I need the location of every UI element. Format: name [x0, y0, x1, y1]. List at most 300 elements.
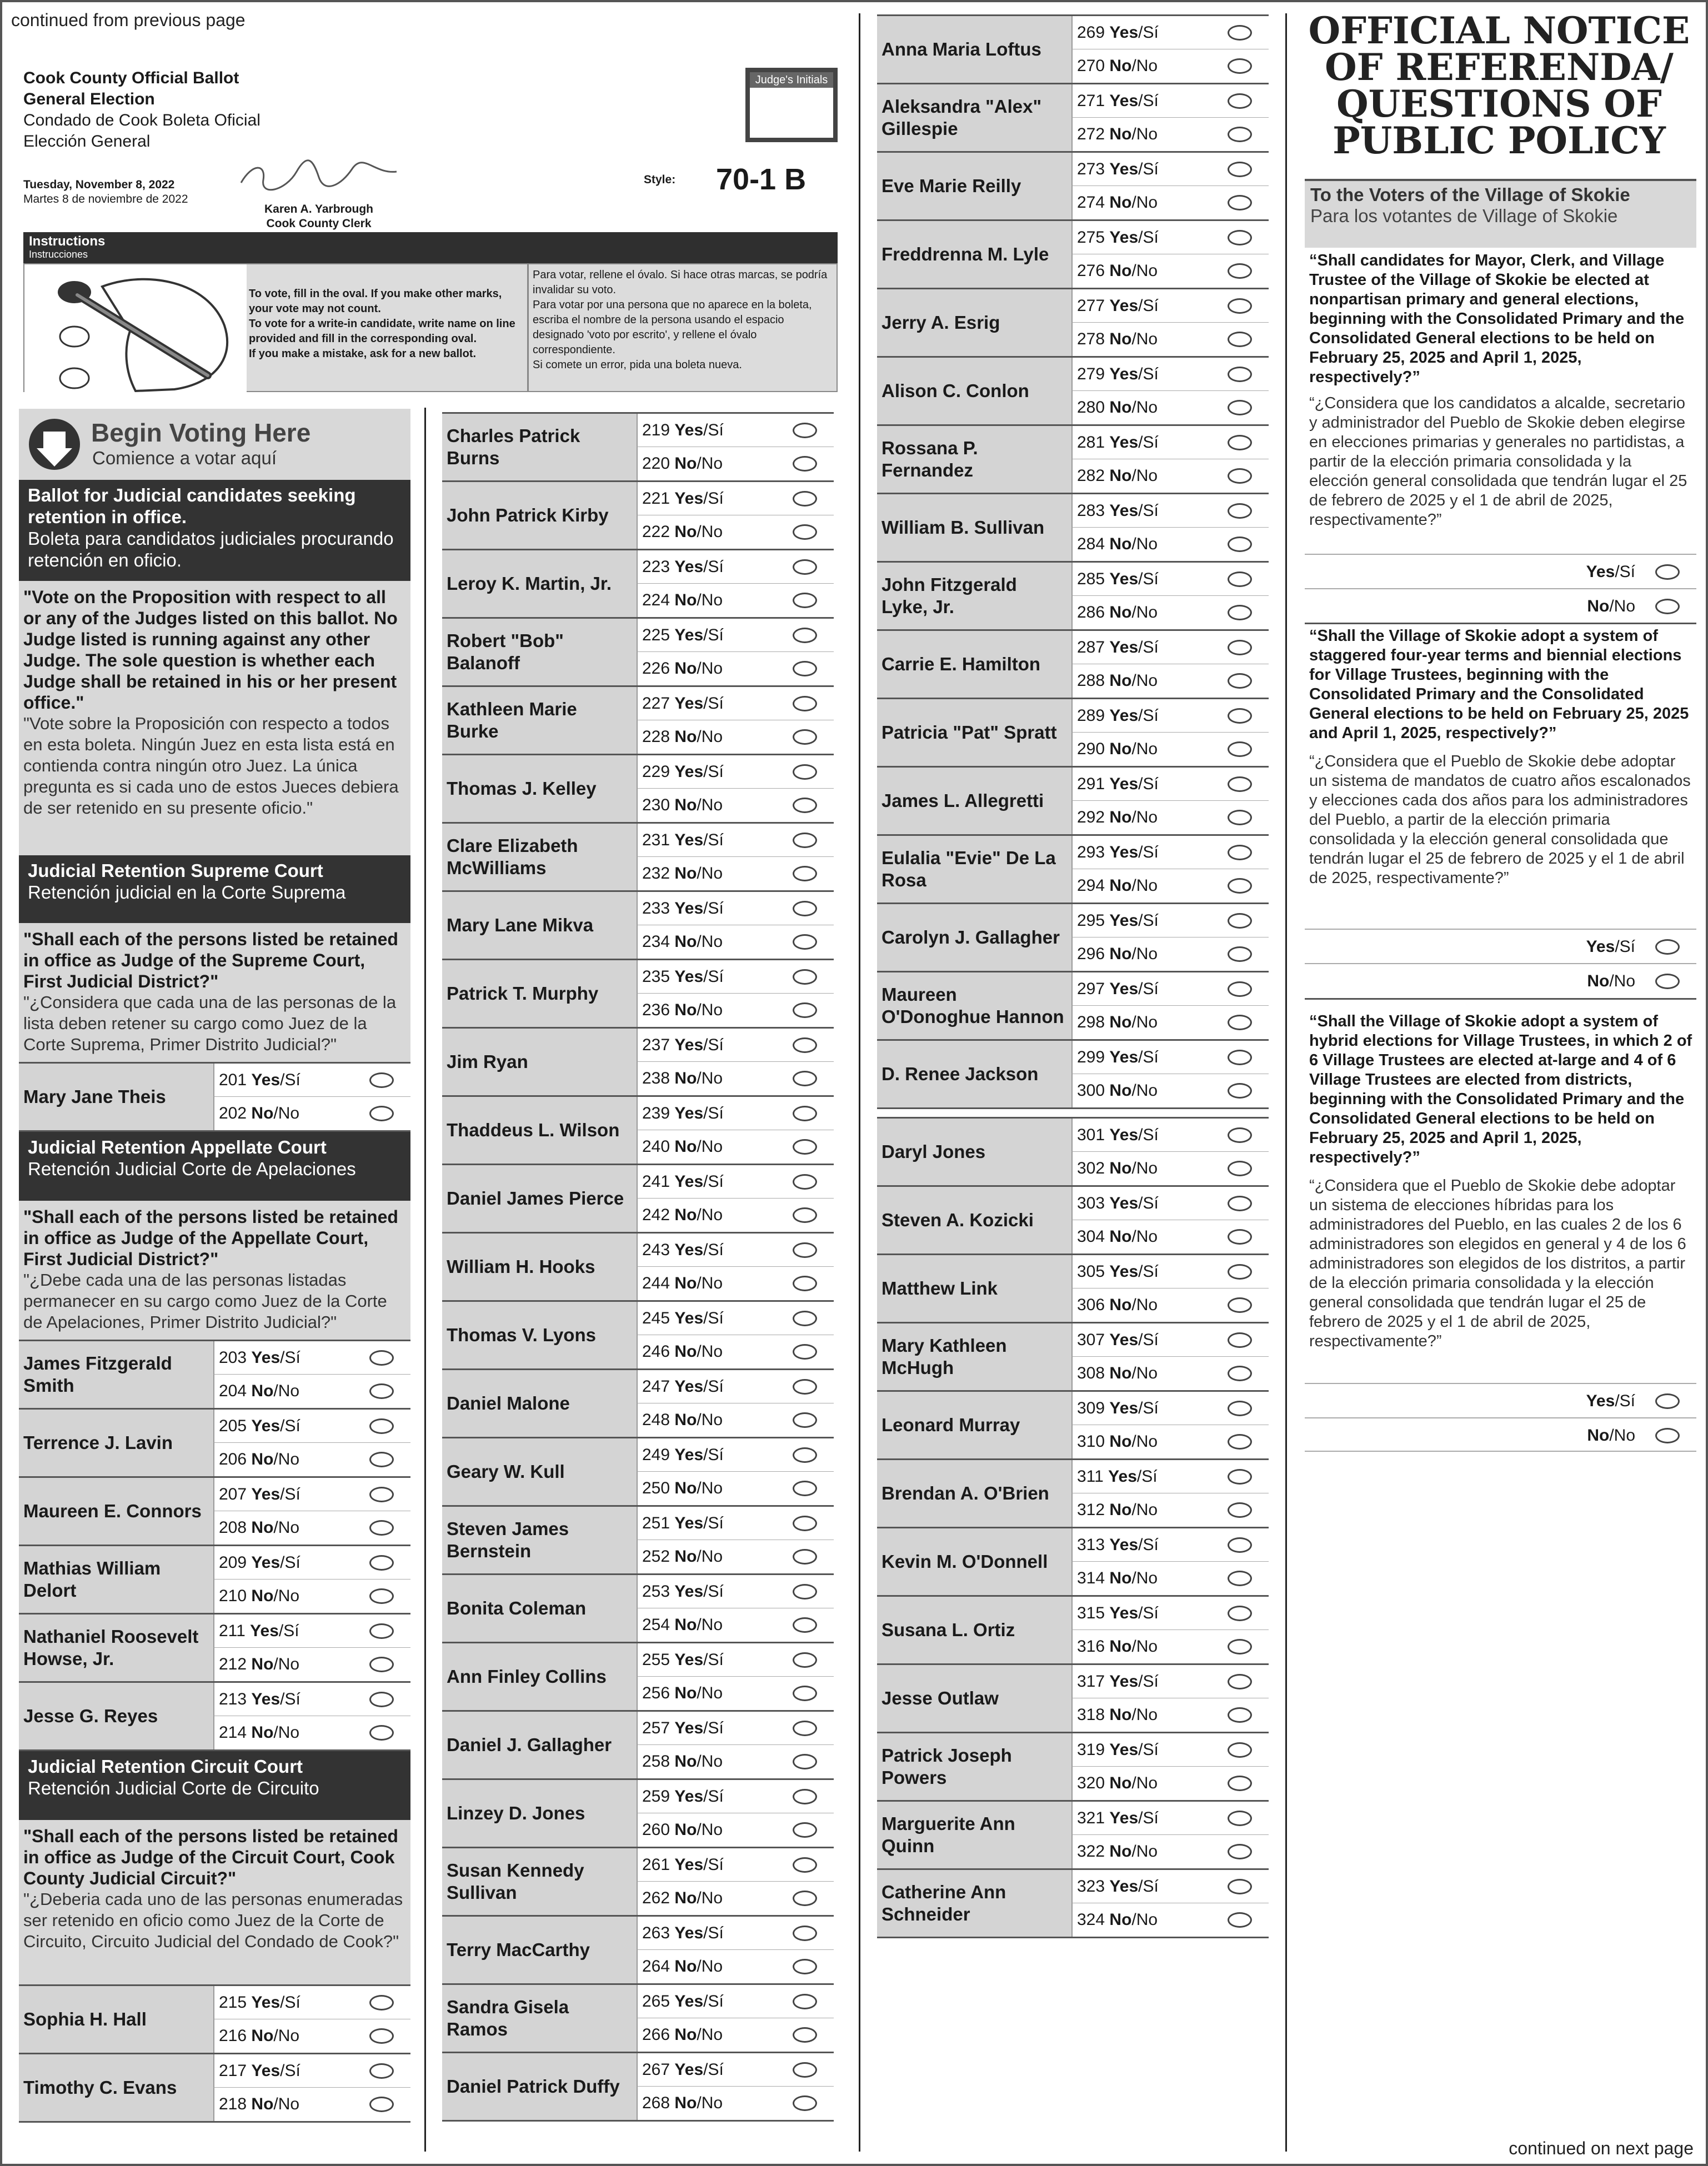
- no-es-label: /No: [273, 1382, 300, 1400]
- column-1: [19, 409, 410, 2123]
- yes-oval[interactable]: [793, 1926, 817, 1941]
- no-oval[interactable]: [793, 934, 817, 950]
- yes-oval[interactable]: [793, 1311, 817, 1326]
- no-option[interactable]: [637, 1745, 834, 1778]
- yes-oval[interactable]: [793, 1721, 817, 1736]
- no-option[interactable]: [1071, 118, 1269, 151]
- no-option[interactable]: [637, 720, 834, 754]
- no-label: No: [1109, 1081, 1132, 1100]
- no-oval[interactable]: [793, 1959, 817, 1974]
- yes-option[interactable]: [1071, 1870, 1269, 1903]
- yes-option[interactable]: [213, 1478, 410, 1511]
- yes-label: Yes: [1109, 228, 1139, 247]
- no-option[interactable]: [1071, 1006, 1269, 1039]
- yes-oval[interactable]: [1228, 1264, 1252, 1280]
- no-option[interactable]: [637, 1403, 834, 1437]
- no-label: No: [674, 591, 697, 609]
- yes-option[interactable]: [637, 1575, 834, 1608]
- no-option[interactable]: [637, 789, 834, 822]
- yes-option[interactable]: [637, 1438, 834, 1472]
- yes-oval[interactable]: [1228, 1469, 1252, 1485]
- yes-option[interactable]: [1071, 768, 1269, 801]
- yes-option[interactable]: [637, 550, 834, 584]
- no-oval[interactable]: [1228, 263, 1252, 279]
- no-oval[interactable]: [369, 1657, 394, 1672]
- yes-option[interactable]: [637, 619, 834, 652]
- no-option[interactable]: [1071, 1288, 1269, 1322]
- no-option[interactable]: [637, 1677, 834, 1710]
- no-oval[interactable]: [1228, 1161, 1252, 1176]
- no-oval[interactable]: [1228, 1639, 1252, 1654]
- yes-oval[interactable]: [793, 696, 817, 711]
- yes-oval[interactable]: [793, 969, 817, 985]
- yes-oval[interactable]: [793, 764, 817, 780]
- yes-oval[interactable]: [369, 1350, 394, 1366]
- yes-label: Yes: [1109, 911, 1139, 930]
- no-option[interactable]: [637, 2018, 834, 2052]
- yes-label: Yes: [674, 1992, 704, 2010]
- no-oval[interactable]: [793, 1891, 817, 1906]
- yes-option[interactable]: [1071, 1528, 1269, 1562]
- no-oval[interactable]: [369, 1106, 394, 1121]
- si-label: /Sí: [703, 1377, 724, 1396]
- yes-oval[interactable]: [1228, 298, 1252, 314]
- yes-oval[interactable]: [793, 2062, 817, 2078]
- no-option[interactable]: [1071, 459, 1269, 493]
- yes-option[interactable]: [637, 414, 834, 447]
- yes-option[interactable]: [213, 1546, 410, 1580]
- no-option[interactable]: [1071, 733, 1269, 766]
- no-oval[interactable]: [1228, 1571, 1252, 1586]
- yes-oval[interactable]: [1228, 367, 1252, 382]
- no-oval[interactable]: [369, 1520, 394, 1536]
- yes-oval[interactable]: [793, 1652, 817, 1668]
- yes-option[interactable]: [637, 1370, 834, 1403]
- referendum-2-no-oval[interactable]: [1655, 974, 1680, 989]
- no-option[interactable]: [637, 857, 834, 890]
- candidate-name: [442, 619, 637, 685]
- yes-option[interactable]: [1071, 153, 1269, 186]
- no-option[interactable]: [1071, 1835, 1269, 1868]
- yes-oval[interactable]: [1228, 1674, 1252, 1689]
- no-oval[interactable]: [793, 1344, 817, 1360]
- no-option[interactable]: [637, 1199, 834, 1232]
- yes-oval[interactable]: [369, 1418, 394, 1434]
- no-oval[interactable]: [1228, 741, 1252, 757]
- yes-oval[interactable]: [793, 1857, 817, 1873]
- no-oval[interactable]: [1228, 127, 1252, 142]
- yes-oval[interactable]: [1228, 1811, 1252, 1826]
- no-option[interactable]: [1071, 1493, 1269, 1527]
- no-oval[interactable]: [1228, 332, 1252, 347]
- no-oval[interactable]: [1228, 1083, 1252, 1099]
- no-option[interactable]: [213, 1443, 410, 1476]
- no-oval[interactable]: [1228, 537, 1252, 552]
- no-option[interactable]: [637, 652, 834, 685]
- no-option[interactable]: [1071, 1630, 1269, 1663]
- referendum-3-yes-oval[interactable]: [1655, 1393, 1680, 1409]
- yes-option[interactable]: [1071, 904, 1269, 937]
- no-oval[interactable]: [1228, 810, 1252, 825]
- yes-oval[interactable]: [1228, 1196, 1252, 1211]
- yes-oval[interactable]: [793, 1447, 817, 1463]
- si-label: /Sí: [1138, 228, 1159, 247]
- no-option[interactable]: [1071, 1220, 1269, 1254]
- no-oval[interactable]: [369, 1588, 394, 1604]
- no-option[interactable]: [213, 1097, 410, 1130]
- yes-option[interactable]: [1071, 1733, 1269, 1767]
- referendum-2-yes-oval[interactable]: [1655, 939, 1680, 955]
- no-oval[interactable]: [793, 1686, 817, 1701]
- no-option[interactable]: [637, 2087, 834, 2120]
- yes-oval[interactable]: [369, 1487, 394, 1502]
- no-oval[interactable]: [1228, 1502, 1252, 1518]
- no-option[interactable]: [213, 1511, 410, 1545]
- candidate-row: [19, 1984, 410, 2053]
- referendum-1-no-oval[interactable]: [1655, 599, 1680, 614]
- no-label: No: [1109, 398, 1132, 417]
- supreme-title-en: Judicial Retention Supreme Court: [28, 860, 323, 881]
- no-option[interactable]: [637, 1130, 834, 1164]
- no-option[interactable]: [1071, 1562, 1269, 1595]
- no-oval[interactable]: [793, 1071, 817, 1086]
- no-option[interactable]: [1071, 1425, 1269, 1458]
- yes-oval[interactable]: [793, 491, 817, 507]
- no-option[interactable]: [213, 1580, 410, 1613]
- yes-option[interactable]: [213, 1683, 410, 1716]
- yes-oval[interactable]: [1228, 981, 1252, 997]
- yes-oval[interactable]: [1228, 571, 1252, 587]
- no-oval[interactable]: [793, 798, 817, 813]
- si-label: /Sí: [703, 1787, 724, 1806]
- yes-option[interactable]: [213, 1986, 410, 2019]
- yes-option[interactable]: [213, 1410, 410, 1443]
- yes-oval[interactable]: [1228, 708, 1252, 724]
- no-oval[interactable]: [1228, 673, 1252, 689]
- no-oval[interactable]: [1228, 400, 1252, 415]
- yes-label: Yes: [1109, 1877, 1139, 1896]
- yes-option[interactable]: [637, 1712, 834, 1745]
- yes-option[interactable]: [1071, 494, 1269, 528]
- clerk-name: Karen A. Yarbrough: [264, 203, 374, 215]
- yes-oval[interactable]: [369, 1995, 394, 2010]
- yes-oval[interactable]: [1228, 776, 1252, 792]
- candidate-name: [877, 426, 1071, 493]
- yes-number: 293: [1077, 843, 1105, 861]
- yes-option[interactable]: [1071, 358, 1269, 391]
- yes-oval[interactable]: [793, 559, 817, 575]
- yes-option[interactable]: [213, 1341, 410, 1375]
- yes-option[interactable]: [637, 824, 834, 857]
- no-oval[interactable]: [793, 866, 817, 881]
- no-option[interactable]: [1071, 664, 1269, 698]
- no-oval[interactable]: [1228, 878, 1252, 894]
- yes-oval[interactable]: [369, 1072, 394, 1088]
- no-oval[interactable]: [793, 1139, 817, 1155]
- no-oval[interactable]: [1228, 468, 1252, 484]
- no-option[interactable]: [637, 1472, 834, 1505]
- no-oval[interactable]: [369, 1383, 394, 1399]
- no-oval[interactable]: [1228, 58, 1252, 74]
- yes-oval[interactable]: [1228, 845, 1252, 860]
- yes-oval[interactable]: [1228, 230, 1252, 245]
- yes-option[interactable]: [637, 1029, 834, 1062]
- yes-option[interactable]: [1071, 563, 1269, 596]
- no-option[interactable]: [1071, 1767, 1269, 1800]
- no-oval[interactable]: [1228, 195, 1252, 210]
- yes-oval[interactable]: [1228, 1127, 1252, 1143]
- yes-option[interactable]: [637, 1780, 834, 1813]
- yes-oval[interactable]: [369, 1623, 394, 1639]
- referendum-3-no[interactable]: [1305, 1417, 1696, 1452]
- no-oval[interactable]: [793, 1481, 817, 1496]
- no-number: 208: [219, 1518, 247, 1537]
- yes-option[interactable]: [637, 1234, 834, 1267]
- no-oval[interactable]: [793, 1822, 817, 1838]
- yes-oval[interactable]: [1228, 435, 1252, 450]
- no-option[interactable]: [637, 584, 834, 617]
- yes-oval[interactable]: [1228, 1401, 1252, 1416]
- no-oval[interactable]: [369, 2097, 394, 2112]
- no-oval[interactable]: [1228, 605, 1252, 620]
- yes-oval[interactable]: [1228, 1332, 1252, 1348]
- no-oval[interactable]: [793, 1412, 817, 1428]
- no-option[interactable]: [637, 1882, 834, 1915]
- no-option[interactable]: [637, 1335, 834, 1368]
- no-number: 314: [1077, 1569, 1105, 1587]
- yes-option[interactable]: [1071, 289, 1269, 323]
- yes-oval[interactable]: [793, 1789, 817, 1804]
- yes-option[interactable]: [637, 1507, 834, 1540]
- no-oval[interactable]: [1228, 1297, 1252, 1313]
- no-option[interactable]: [637, 1540, 834, 1573]
- no-option[interactable]: [1071, 937, 1269, 971]
- judges-initials-box[interactable]: [745, 68, 838, 142]
- no-oval[interactable]: [793, 1549, 817, 1565]
- yes-option[interactable]: [1071, 1665, 1269, 1698]
- no-option[interactable]: [1071, 869, 1269, 902]
- no-option[interactable]: [637, 1062, 834, 1095]
- no-option[interactable]: [637, 1267, 834, 1300]
- candidate-row: [877, 629, 1269, 698]
- yes-option[interactable]: [1071, 1041, 1269, 1074]
- yes-oval[interactable]: [793, 1379, 817, 1395]
- no-label: No: [674, 796, 697, 814]
- voters-en: To the Voters of the Village of Skokie: [1310, 184, 1630, 205]
- yes-option[interactable]: [1071, 1460, 1269, 1493]
- no-option[interactable]: [637, 515, 834, 549]
- yes-option[interactable]: [637, 2053, 834, 2087]
- no-oval[interactable]: [793, 1002, 817, 1018]
- no-option[interactable]: [1071, 186, 1269, 219]
- yes-option[interactable]: [1071, 1187, 1269, 1220]
- referendum-3-no-oval[interactable]: [1655, 1428, 1680, 1443]
- yes-option[interactable]: [1071, 631, 1269, 664]
- no-option[interactable]: [1071, 1357, 1269, 1390]
- no-oval[interactable]: [1228, 1229, 1252, 1245]
- yes-oval[interactable]: [793, 1994, 817, 2009]
- no-option[interactable]: [1071, 1152, 1269, 1185]
- yes-option[interactable]: [637, 960, 834, 994]
- yes-oval[interactable]: [793, 1584, 817, 1600]
- no-option[interactable]: [637, 1608, 834, 1642]
- yes-option[interactable]: [637, 892, 834, 925]
- no-oval[interactable]: [793, 593, 817, 608]
- yes-option[interactable]: [637, 1302, 834, 1335]
- instruction-en-3: If you make a mistake, ask for a new ballot.: [249, 348, 477, 360]
- yes-option[interactable]: [213, 1615, 410, 1648]
- no-oval[interactable]: [793, 1276, 817, 1291]
- referendum-1-yes[interactable]: [1305, 554, 1696, 588]
- no-oval[interactable]: [1228, 946, 1252, 962]
- yes-oval[interactable]: [1228, 1742, 1252, 1758]
- yes-oval[interactable]: [793, 1516, 817, 1531]
- yes-option[interactable]: [1071, 84, 1269, 118]
- no-oval[interactable]: [1228, 1434, 1252, 1450]
- no-oval[interactable]: [369, 2028, 394, 2044]
- yes-oval[interactable]: [793, 1106, 817, 1121]
- no-option[interactable]: [213, 1716, 410, 1749]
- no-option[interactable]: [1071, 1698, 1269, 1732]
- yes-option[interactable]: [1071, 221, 1269, 254]
- yes-oval[interactable]: [793, 423, 817, 438]
- yes-oval[interactable]: [793, 628, 817, 643]
- no-option[interactable]: [1071, 1074, 1269, 1107]
- yes-oval[interactable]: [1228, 913, 1252, 929]
- no-oval[interactable]: [1228, 1912, 1252, 1928]
- no-option[interactable]: [1071, 323, 1269, 356]
- yes-option[interactable]: [1071, 1119, 1269, 1152]
- no-oval[interactable]: [1228, 1015, 1252, 1030]
- no-oval[interactable]: [793, 1617, 817, 1633]
- yes-oval[interactable]: [369, 1692, 394, 1707]
- yes-option[interactable]: [1071, 1255, 1269, 1288]
- no-label: No: [674, 1752, 697, 1771]
- yes-option[interactable]: [637, 1643, 834, 1677]
- yes-oval[interactable]: [1228, 1537, 1252, 1553]
- yes-option[interactable]: [637, 687, 834, 720]
- referendum-3-yes[interactable]: [1305, 1383, 1696, 1417]
- si-label: /Sí: [703, 899, 724, 917]
- appellate-title-en: Judicial Retention Appellate Court: [28, 1137, 327, 1157]
- referendum-2-yes[interactable]: [1305, 929, 1696, 963]
- candidate-name-text: James L. Allegretti: [881, 790, 1044, 811]
- yes-oval[interactable]: [369, 2063, 394, 2079]
- no-oval[interactable]: [1228, 1707, 1252, 1723]
- yes-oval[interactable]: [1228, 1879, 1252, 1894]
- yes-option[interactable]: [1071, 1323, 1269, 1357]
- no-oval[interactable]: [1228, 1844, 1252, 1859]
- yes-option[interactable]: [637, 755, 834, 789]
- yes-option[interactable]: [1071, 426, 1269, 459]
- no-oval[interactable]: [793, 729, 817, 745]
- no-option[interactable]: [213, 1375, 410, 1408]
- yes-oval[interactable]: [1228, 25, 1252, 41]
- no-option[interactable]: [637, 447, 834, 480]
- yes-oval[interactable]: [1228, 162, 1252, 177]
- yes-oval[interactable]: [1228, 1050, 1252, 1065]
- no-oval[interactable]: [369, 1452, 394, 1467]
- yes-oval[interactable]: [793, 1174, 817, 1190]
- no-option[interactable]: [637, 1950, 834, 1983]
- candidate-row: [877, 1527, 1269, 1595]
- candidate-name-text: Brendan A. O'Brien: [881, 1483, 1049, 1503]
- referendum-1-no[interactable]: [1305, 588, 1696, 623]
- no-option[interactable]: [637, 994, 834, 1027]
- yes-option[interactable]: [1071, 16, 1269, 49]
- proposition-en: "Vote on the Proposition with respect to all or any of the Judges listed on this ballot. No Judge listed is running against any other Judge. The sole question is whether each Judge shall be retained in his or her present office.": [23, 587, 398, 713]
- no-option[interactable]: [213, 2019, 410, 2053]
- yes-option[interactable]: [1071, 972, 1269, 1006]
- no-oval[interactable]: [793, 456, 817, 472]
- yes-oval[interactable]: [793, 901, 817, 916]
- yes-option[interactable]: [1071, 1392, 1269, 1425]
- no-option[interactable]: [637, 925, 834, 959]
- yes-number: 259: [642, 1787, 670, 1806]
- yes-option[interactable]: [637, 482, 834, 515]
- no-oval[interactable]: [793, 2095, 817, 2111]
- yes-option[interactable]: [637, 1917, 834, 1950]
- yes-oval[interactable]: [1228, 93, 1252, 109]
- candidate-name: [442, 1234, 637, 1300]
- yes-option[interactable]: [213, 2054, 410, 2088]
- yes-label: Yes: [674, 1241, 704, 1259]
- no-oval[interactable]: [793, 2027, 817, 2043]
- no-oval[interactable]: [793, 661, 817, 676]
- yes-option[interactable]: [637, 1097, 834, 1130]
- no-option[interactable]: [1071, 596, 1269, 629]
- instructions-title-es: Instrucciones: [29, 249, 88, 260]
- no-oval[interactable]: [1228, 1776, 1252, 1791]
- yes-option[interactable]: [637, 1165, 834, 1199]
- no-es-label: /No: [1131, 57, 1158, 75]
- no-option[interactable]: [1071, 528, 1269, 561]
- yes-option[interactable]: [1071, 836, 1269, 869]
- no-option[interactable]: [1071, 1903, 1269, 1937]
- yes-oval[interactable]: [793, 833, 817, 848]
- yes-oval[interactable]: [369, 1555, 394, 1571]
- yes-option[interactable]: [637, 1848, 834, 1882]
- yes-oval[interactable]: [1228, 1606, 1252, 1621]
- no-option[interactable]: [1071, 391, 1269, 424]
- yes-oval[interactable]: [1228, 640, 1252, 655]
- yes-option[interactable]: [213, 1064, 410, 1097]
- no-oval[interactable]: [793, 1207, 817, 1223]
- referendum-1-yes-oval[interactable]: [1655, 564, 1680, 580]
- yes-option[interactable]: [1071, 1802, 1269, 1835]
- yes-oval[interactable]: [1228, 503, 1252, 519]
- yes-option[interactable]: [1071, 699, 1269, 733]
- referendum-2-no[interactable]: [1305, 963, 1696, 997]
- yes-option[interactable]: [637, 1985, 834, 2018]
- no-option[interactable]: [637, 1813, 834, 1847]
- yes-oval[interactable]: [793, 1037, 817, 1053]
- yes-oval[interactable]: [793, 1242, 817, 1258]
- no-option[interactable]: [1071, 801, 1269, 834]
- no-option[interactable]: [1071, 49, 1269, 83]
- no-oval[interactable]: [793, 1754, 817, 1769]
- no-oval[interactable]: [793, 524, 817, 540]
- no-option[interactable]: [213, 1648, 410, 1681]
- no-option[interactable]: [213, 2088, 410, 2121]
- no-oval[interactable]: [369, 1725, 394, 1741]
- yes-label: Yes: [1109, 297, 1139, 315]
- candidate-row: [877, 1117, 1269, 1185]
- yes-option[interactable]: [1071, 1597, 1269, 1630]
- no-option[interactable]: [1071, 254, 1269, 288]
- no-oval[interactable]: [1228, 1366, 1252, 1381]
- candidate-row: [877, 219, 1269, 288]
